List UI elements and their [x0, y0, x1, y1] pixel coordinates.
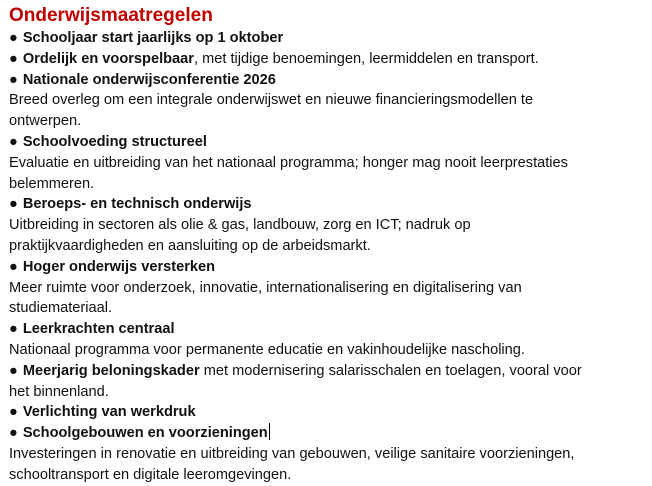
item-inline-text: , met tijdige benoemingen, leermiddelen en transport.	[193, 50, 539, 67]
item-heading: Nationale onderwijsconferentie 2026	[22, 71, 276, 88]
item-heading: Schooljaar start jaarlijks op 1 oktober	[22, 30, 284, 46]
item-heading: Beroeps- en technisch onderwijs	[22, 196, 252, 213]
item-heading: Hoger onderwijs versterken	[22, 258, 216, 275]
list-item	[9, 257, 645, 278]
item-heading: Leerkrachten centraal	[22, 321, 175, 338]
list-item	[9, 361, 645, 382]
list-item	[9, 70, 645, 91]
document-title: Onderwijsmaatregelen	[9, 5, 213, 26]
bullet-icon: ●	[9, 133, 18, 150]
item-body-line: praktijkvaardigheden en aansluiting op de arbeidsmarkt.	[9, 237, 371, 254]
list-item	[9, 28, 645, 49]
item-body-line: belemmeren.	[9, 175, 95, 192]
item-heading: Verlichting van werkdruk	[22, 404, 196, 421]
bullet-icon: ●	[9, 321, 18, 338]
item-heading: Schoolgebouwen en voorzieningen	[22, 425, 268, 442]
item-heading: Meerjarig beloningskader	[22, 362, 200, 379]
list-item	[9, 402, 645, 423]
list-item	[9, 194, 645, 215]
list-item	[9, 49, 645, 70]
bullet-icon: ●	[9, 425, 18, 442]
item-heading: Ordelijk en voorspelbaar	[22, 50, 194, 67]
bullet-icon: ●	[9, 196, 18, 213]
item-body-line: studiemateriaal.	[9, 300, 113, 317]
item-body-line: Nationaal programma voor permanente educatie en vakinhoudelijke nascholing.	[9, 341, 525, 358]
item-body-line: Breed overleg om een integrale onderwijswet en nieuwe financieringsmodellen te	[9, 92, 534, 109]
item-body-line: Uitbreiding in sectoren als olie & gas, landbouw, zorg en ICT; nadruk op	[9, 217, 471, 234]
item-body-line: Investeringen in renovatie en uitbreiding van gebouwen, veilige sanitaire voorzieningen,	[9, 445, 575, 462]
bullet-icon: ●	[9, 50, 18, 67]
item-heading: Schoolvoeding structureel	[22, 133, 207, 150]
bullet-icon: ●	[9, 258, 18, 275]
item-body-line: Evaluatie en uitbreiding van het nationaal programma; honger mag nooit leerprestaties	[9, 154, 568, 171]
document-page[interactable]	[9, 4, 645, 486]
item-inline-text: met modernisering salarisschalen en toelagen, vooral voor	[199, 362, 582, 379]
item-body-line: het binnenland.	[9, 383, 109, 400]
bullet-icon: ●	[9, 71, 18, 88]
item-body-line: schooltransport en digitale leeromgevingen.	[9, 466, 292, 483]
list-item	[9, 423, 645, 444]
text-cursor	[269, 423, 270, 440]
item-body-line: ontwerpen.	[9, 113, 82, 130]
bullet-icon: ●	[9, 362, 18, 379]
bullet-icon: ●	[9, 30, 18, 46]
list-item	[9, 132, 645, 153]
bullet-icon: ●	[9, 404, 18, 421]
list-item	[9, 319, 645, 340]
item-body-line: Meer ruimte voor onderzoek, innovatie, internationalisering en digitalisering van	[9, 279, 522, 296]
